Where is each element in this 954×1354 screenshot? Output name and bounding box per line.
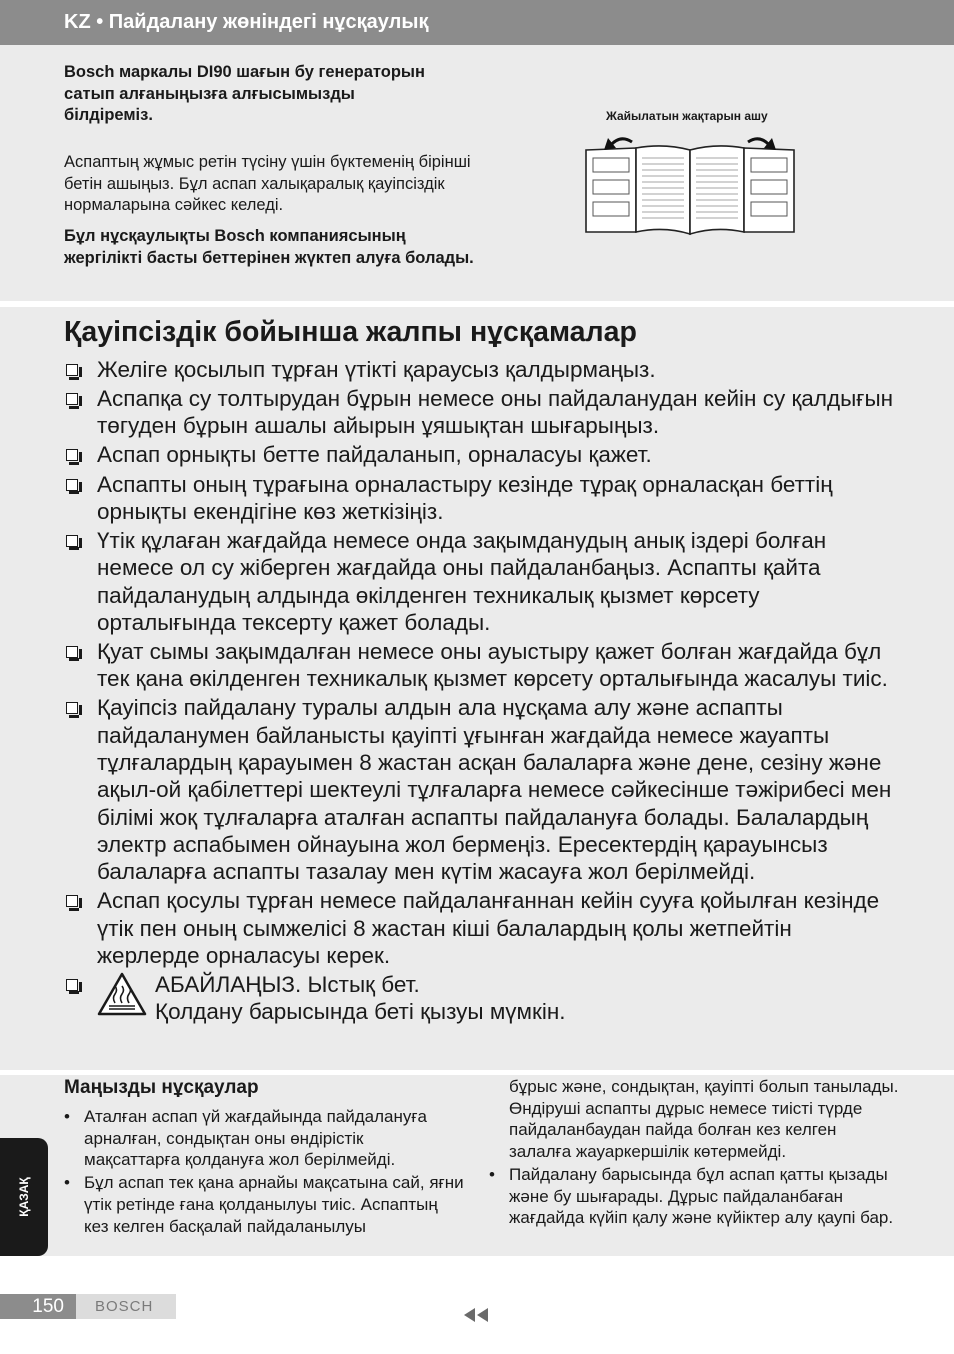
warning-item (64, 971, 894, 1026)
open-booklet-illustration (584, 128, 796, 236)
bullet: • (64, 1107, 70, 1126)
hot-surface-warning-icon (96, 971, 148, 1017)
checkbox-bullet-icon (66, 702, 78, 714)
checkbox-bullet-icon (66, 479, 78, 491)
list-item: Қуат сымы зақымдалған немесе оны ауыстыру қажет болған жағдайда бұл тек қана өкілденген техникалық қызмет көрсету орталығында жасалуы тиіс. (64, 638, 894, 693)
list-item: • Бұл аспап тек қана арнайы мақсатына сай, яғни үтік ретінде ғана қолданылуы тиіс. Аспаптың кез келген басқалай пайдаланылуы (64, 1173, 464, 1236)
intro-thanks: Bosch маркалы DI90 шағын бу генераторын сатып алғаныңызға алғысымызды білдіреміз. (64, 63, 425, 124)
footer-brand: BOSCH (76, 1294, 176, 1319)
list-item: Желіге қосылып тұрған үтікті қараусыз қалдырмаңыз. (64, 356, 894, 383)
intro-paragraph: Аспаптың жұмыс ретін түсіну үшін бүктеменің бірінші бетін ашыңыз. Бұл аспап халықаралық қауіпсіздік нормаларына сәйкес келеді. (64, 153, 471, 214)
list-item: Қауіпсіз пайдалану туралы алдын ала нұсқама алу және аспапты пайдаланумен байланысты қауіпті ұғынған жағдайда немесе жауапты тұлғалардың қарауымен 8 жастан асқан балаларға және дене, сезіну және ақыл-ой қабілеттері шектеулі тұлғаларға немесе сәйкесінше тәжірибесі мен білімі жоқ тұлғаларға аталған аспапты пайдалануға болады. Балалардың электр аспабымен ойнауына жол бермеңіз. Ересектердің қарауынсыз балаларға аспапты тазалау мен күтім жасауға жол берілмейді. (64, 694, 894, 885)
notes-title: Маңызды нұсқаулар (64, 1077, 259, 1098)
checkbox-bullet-icon (66, 364, 78, 376)
bullet: • (64, 1173, 70, 1193)
warning-line-2: Қолдану барысында беті қызуы мүмкін. (155, 999, 566, 1025)
list-item: Аспап қосулы тұрған немесе пайдаланғаннан кейін сууға қойылған кезінде үтік пен оның сымжелісі 8 жастан кіші балалардың қолы жетпейтін жерлерде орналасуы керек. (64, 887, 894, 969)
list-item: Үтік құлаған жағдайда немесе онда зақымданудың анық іздері болған немесе ол су жіберген жағдайда оны пайдаланбаңыз. Аспапты қайта пайдаланудың алдында өкілденген техникалық қызмет көрсету орталығында тексерту қажет болады. (64, 527, 894, 636)
checkbox-bullet-icon (66, 449, 78, 461)
list-item: Аспапты оның тұрағына орналастыру кезінде тұрақ орналасқан беттің орнықты екендігіне көз жеткізіңіз. (64, 471, 894, 526)
safety-list (64, 356, 894, 1027)
safety-title: Қауіпсіздік бойынша жалпы нұсқамалар (64, 316, 637, 348)
page-number: 150 (0, 1294, 76, 1319)
intro-download-note: Бұл нұсқаулықты Bosch компаниясының жергілікті басты беттерінен жүктеп алуға болады. (64, 227, 474, 267)
list-item: Аспапқа су толтырудан бұрын немесе оны пайдаланудан кейін су қалдығын төгуден бұрын ашалы айырын ұяшықтан шығарыңыз. (64, 385, 894, 440)
bullet: • (489, 1165, 495, 1184)
rewind-icon[interactable] (463, 1307, 489, 1323)
language-tab-label: ҚАЗАҚ (17, 1177, 31, 1217)
checkbox-bullet-icon (66, 393, 78, 405)
notes-left-list (64, 1106, 464, 1238)
notes-continuation: бұрыс және, сондықтан, қауіпті болып танылады. Өндіруші аспапты дұрыс немесе тиісті түрде пайдаланбаудан пайда болған кез келген залалға жауаркершілік көтермейді. (509, 1077, 899, 1162)
page-header (0, 0, 954, 45)
checkbox-bullet-icon (66, 895, 78, 907)
figure-caption: Жайылатын жақтарын ашу (606, 109, 768, 123)
notes-right-list (489, 1164, 899, 1230)
header-title: KZ • Пайдалану жөніндегі нұсқаулық (64, 11, 429, 33)
list-item: • Пайдалану барысында бұл аспап қатты қызады және бу шығарады. Дұрыс пайдаланбаған жағдайда күйіп қалу және күйіктер алу қаупі бар. (489, 1165, 894, 1228)
warning-line-1: АБАЙЛАҢЫЗ. Ыстық бет. (155, 971, 420, 997)
list-item: • Аталған аспап үй жағдайында пайдалануға арналған, сондықтан оны өндірістік мақсаттарға қолдануға жол берілмейді. (64, 1107, 428, 1170)
list-item: Аспап орнықты бетте пайдаланып, орналасуы қажет. (64, 441, 894, 468)
checkbox-bullet-icon (66, 979, 78, 991)
checkbox-bullet-icon (66, 535, 78, 547)
checkbox-bullet-icon (66, 646, 78, 658)
